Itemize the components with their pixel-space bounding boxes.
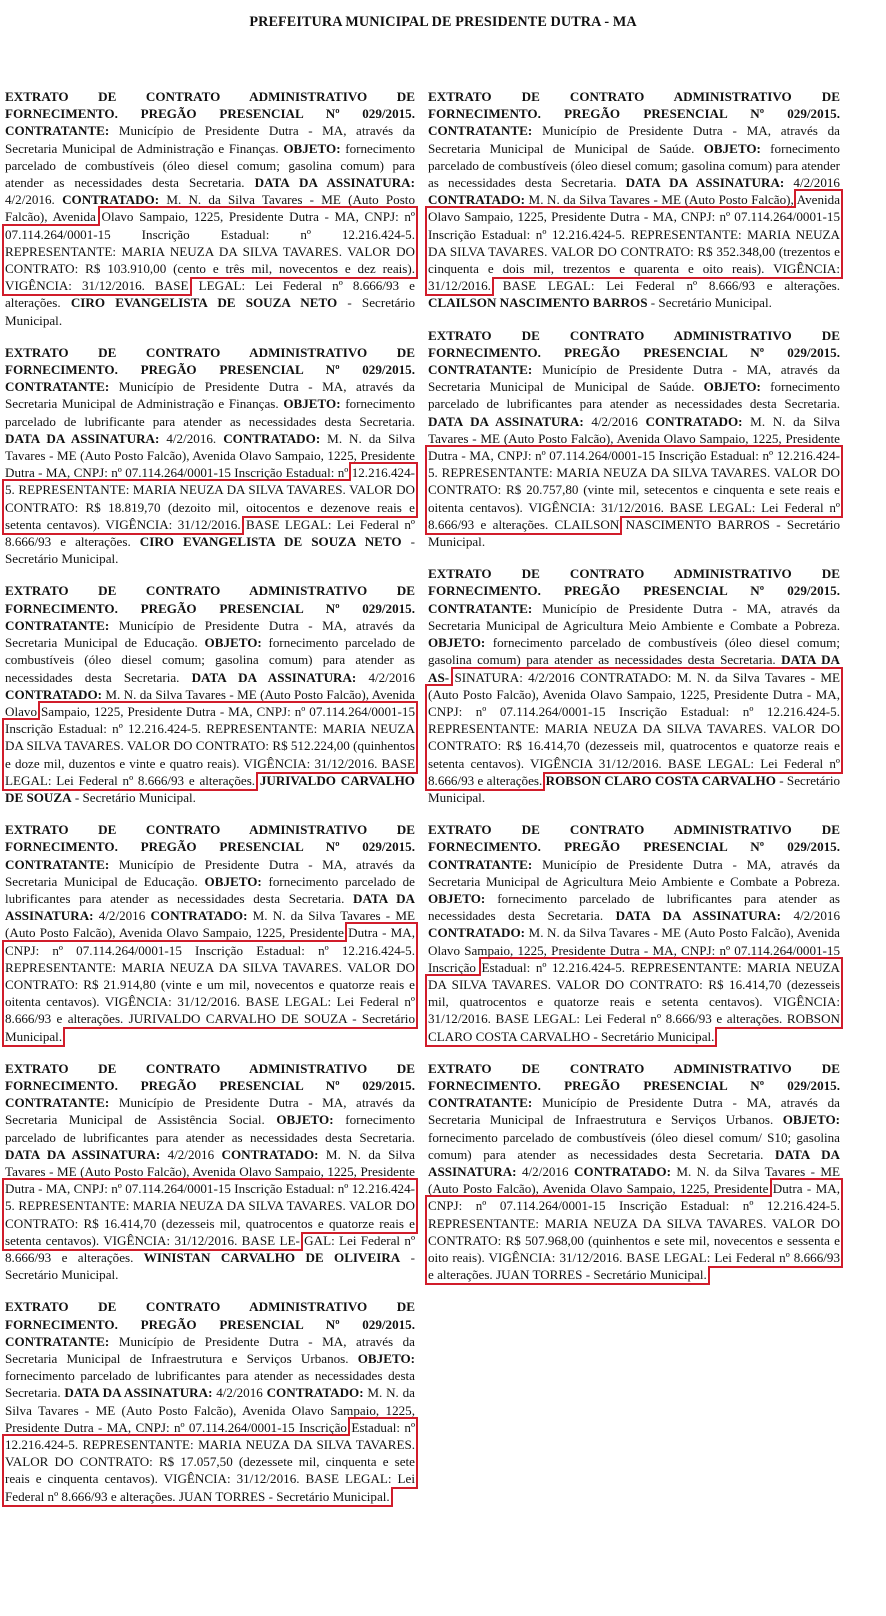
assinatura-label: DATA DA ASSINATURA:	[5, 1146, 161, 1162]
contratado-label: CONTRATADO:	[150, 908, 248, 924]
objeto-label: OBJETO:	[204, 635, 262, 651]
highlighted-passage: Dutra - MA, CNPJ: nº 07.114.264/0001-15 Inscrição Estadual: nº 12.216.424-5. REPRESENTANTE: MARIA NEUZA DA SILVA TAVARES. VALOR DO CONTRATO: R$ 16.414,70 (dezesseis mil, quatrocentos e quatorze reais e setenta centavos). VIGÊNCIA: 31/12/2016. BASE LE-	[5, 1181, 415, 1248]
contratado-text: M. N. da Silva Tavares - ME (Auto Posto Falcão), Avenida Olavo Sampaio, 1225, Presidente	[5, 1146, 415, 1179]
contratante-label: CONTRATANTE:	[5, 379, 110, 395]
signer-role: - Secretário Municipal.	[5, 295, 415, 328]
objeto-label: OBJETO:	[428, 635, 486, 651]
contratante-label: CONTRATANTE:	[5, 1095, 110, 1111]
contratante-label: CONTRATANTE:	[428, 600, 533, 616]
contratante-label: CONTRATANTE:	[428, 856, 533, 872]
highlighted-passage: Dutra - MA, CNPJ: nº 07.114.264/0001-15 Inscrição Estadual: nº 12.216.424-5. REPRESENTANTE: MARIA NEUZA DA SILVA TAVARES. VALOR DO CONTRATO: R$ 20.757,80 (vinte mil, setecentos e cinquenta e sete reais e oitenta centavos). VIGÊNCIA: 31/12/2016. BASE LEGAL: Lei Federal nº 8.666/93 e alterações. CLAILSON	[428, 448, 840, 532]
contratante-text: Município de Presidente Dutra - MA, através da Secretaria Municipal de Infraestrutura e Serviços Urbanos.	[428, 1095, 840, 1128]
assinatura-label: DATA DA ASSINATURA:	[625, 175, 785, 191]
contratante-label: CONTRATANTE:	[428, 362, 533, 378]
signer-role: - Secretário Municipal.	[5, 534, 415, 567]
objeto-label: OBJETO:	[283, 396, 341, 412]
contratado-text: M. N. da Silva Tavares - ME (Auto Posto Falcão), Avenida Olavo Sampaio, 1225, Presidente	[428, 413, 840, 446]
highlighted-passage: Avenida Olavo Sampaio, 1225, Presidente Dutra - MA, CNPJ: nº 07.114.264/0001-15 Inscrição Estadual: nº 12.216.424-5. REPRESENTANTE: MARIA NEUZA DA SILVA TAVARES. VALOR DO CONTRATO: R$ 352.348,00 (trezentos e cinquenta e dois mil, trezentos e quarenta e oito reais). VIGÊNCIA: 31/12/2016.	[428, 192, 841, 294]
objeto-label: OBJETO:	[703, 140, 761, 156]
assinatura-label: DATA DA ASSINATURA:	[254, 175, 415, 191]
objeto-label: OBJETO:	[782, 1112, 840, 1128]
assinatura-date: 4/2/2016.	[166, 430, 217, 446]
base-legal-text: NASCIMENTO BARROS - Secretário Municipal.	[428, 516, 840, 550]
contratado-text: M. N. da Silva Tavares - ME (Auto Posto Falcão), Avenida Olavo Sampaio, 1225, Presidente	[428, 1163, 841, 1197]
contratado-text: M. N. da Silva Tavares - ME (Auto Posto Falcão), Avenida	[5, 192, 415, 225]
assinatura-label: DATA DA ASSINATURA:	[428, 1146, 840, 1179]
contratado-text: M. N. da Silva Tavares - ME (Auto Posto Falcão), Avenida Olavo Sampaio, 1225, Presidente Dutra - MA, CNPJ: nº 07.114.264/0001-15 Inscrição	[428, 925, 840, 975]
contratante-label: CONTRATANTE:	[5, 617, 110, 633]
contratado-label: CONTRATADO:	[221, 1146, 319, 1162]
contratante-label: CONTRATANTE:	[5, 856, 110, 872]
contratado-label: CONTRATADO:	[62, 192, 160, 208]
extract-title: EXTRATO DE CONTRATO ADMINISTRATIVO DE FORNECIMENTO. PREGÃO PRESENCIAL Nº 029/2015.	[5, 1060, 415, 1093]
contratante-label: CONTRATANTE:	[428, 123, 533, 139]
signer-name: CIRO EVANGELISTA DE SOUZA NETO	[70, 295, 338, 311]
contratado-text: M. N. da Silva Tavares - ME (Auto Posto Falcão), Avenida Olavo Sampaio, 1225, Presidente Dutra - MA, CNPJ: nº 07.114.264/0001-15 Inscrição Estadual: nº	[5, 430, 416, 481]
assinatura-date: 4/2/2016	[793, 175, 840, 191]
objeto-text: fornecimento parcelado de lubrificantes para atender as necessidades desta Secretaria.	[5, 1112, 416, 1145]
assinatura-label: DATA DA AS-	[428, 652, 840, 685]
page-title: PREFEITURA MUNICIPAL DE PRESIDENTE DUTRA - MA	[249, 14, 637, 30]
signer-name: JURIVALDO CARVALHO DE SOUZA	[5, 772, 415, 805]
contract-extract	[5, 1060, 415, 1284]
signer-role: - Secretário Municipal.	[5, 1250, 415, 1283]
contract-extract	[428, 88, 840, 312]
extract-title: EXTRATO DE CONTRATO ADMINISTRATIVO DE FORNECIMENTO. PREGÃO PRESENCIAL Nº 029/2015.	[428, 89, 840, 122]
objeto-text: fornecimento parcelado de combustíveis (óleo diesel comum/ S10; gasolina comum) para atender as necessidades desta Secretaria.	[428, 1129, 840, 1162]
base-legal-text: GAL: Lei Federal nº 8.666/93 e alterações.	[5, 1232, 416, 1265]
contract-extract	[5, 88, 415, 329]
assinatura-date: 4/2/2016	[521, 1163, 569, 1179]
contratado-label: CONTRATADO:	[645, 413, 743, 429]
contratante-text: Município de Presidente Dutra - MA, através da Secretaria Municipal de Administração e Finanças.	[5, 123, 415, 156]
contratante-text: Município de Presidente Dutra - MA, através da Secretaria Municipal de Agricultura Meio Ambiente e Combate a Pobreza.	[428, 856, 840, 889]
right-column	[428, 88, 840, 1298]
objeto-text: fornecimento parcelado de combustíveis (óleo diesel comum; gasolina comum) para atender as necessidades desta Secretaria.	[5, 140, 416, 191]
highlighted-passage: Olavo Sampaio, 1225, Presidente Dutra - MA, CNPJ: nº 07.114.264/0001-15 Inscrição Estadual: nº 12.216.424-5. REPRESENTANTE: MARIA NEUZA DA SILVA TAVARES. VALOR DO CONTRATO: R$ 103.910,00 (cento e três mil, novecentos e dez reais). VIGÊNCIA: 31/12/2016. BASE	[5, 209, 415, 294]
objeto-label: OBJETO:	[428, 890, 486, 906]
contratado-text: M. N. da Silva Tavares - ME (Auto Posto Falcão), Avenida Olavo Sampaio, 1225, Presidente	[5, 908, 415, 941]
assinatura-label: DATA DA ASSINATURA:	[64, 1385, 213, 1401]
highlighted-passage: Estadual: nº 12.216.424-5. REPRESENTANTE: MARIA NEUZA DA SILVA TAVARES. VALOR DO CONTRATO: R$ 16.414,70 (dezesseis mil, quatrocentos e quatorze reais e setenta centavos). VIGÊNCIA: 31/12/2016. BASE LEGAL: Lei Federal nº 8.666/93 e alterações. ROBSON CLARO COSTA CARVALHO - Secretário Municipal.	[428, 959, 840, 1044]
assinatura-label: DATA DA ASSINATURA:	[5, 430, 160, 446]
base-legal-text: BASE LEGAL: Lei Federal nº 8.666/93 e alterações.	[502, 278, 840, 294]
signer-role: - Secretário Municipal.	[74, 789, 196, 805]
contract-extract	[5, 582, 415, 806]
contract-extract	[428, 565, 840, 806]
contratado-label: CONTRATADO:	[573, 1163, 671, 1179]
objeto-text: fornecimento parcelado de lubrificantes para atender as necessidades desta Secretaria.	[428, 890, 840, 924]
contratante-text: Município de Presidente Dutra - MA, através da Secretaria Municipal de Municipal de Saúde.	[428, 362, 840, 395]
assinatura-label: DATA DA ASSINATURA:	[615, 908, 781, 924]
assinatura-date: 4/2/2016	[167, 1146, 215, 1162]
base-legal-text: LEGAL: Lei Federal nº 8.666/93 e alterações.	[5, 278, 415, 311]
contract-extract	[428, 327, 840, 551]
signer-name: CLAILSON NASCIMENTO BARROS	[428, 295, 648, 311]
contract-extract	[428, 1060, 840, 1284]
contract-extract	[428, 821, 840, 1045]
extract-title: EXTRATO DE CONTRATO ADMINISTRATIVO DE FORNECIMENTO. PREGÃO PRESENCIAL Nº 029/2015.	[5, 822, 415, 855]
highlighted-passage: SINATURA: 4/2/2016 CONTRATADO: M. N. da Silva Tavares - ME (Auto Posto Falcão), Avenida Olavo Sampaio, 1225, Presidente Dutra - MA, CNPJ: nº 07.114.264/0001-15 Inscrição Estadual: nº 12.216.424-5. REPRESENTANTE: MARIA NEUZA DA SILVA TAVARES. VALOR DO CONTRATO: R$ 16.414,70 (dezesseis mil, quatrocentos e quatorze reais e setenta centavos). VIGÊNCIA 31/12/2016. BASE LEGAL: Lei Federal nº 8.666/93 e alterações.	[428, 669, 840, 788]
contract-extract	[5, 344, 415, 568]
objeto-label: OBJETO:	[283, 140, 341, 156]
assinatura-date: 4/2/2016.	[5, 192, 55, 208]
contratado-label: CONTRATADO:	[428, 925, 525, 941]
objeto-text: fornecimento parcelado de lubrificantes para atender as necessidades desta Secretaria.	[428, 379, 840, 412]
extract-title: EXTRATO DE CONTRATO ADMINISTRATIVO DE FORNECIMENTO. PREGÃO PRESENCIAL Nº 029/2015.	[428, 822, 840, 855]
contratante-text: Município de Presidente Dutra - MA, através da Secretaria Municipal de Educação.	[5, 856, 415, 889]
highlighted-passage: 12.216.424-5. REPRESENTANTE: MARIA NEUZA DA SILVA TAVARES. VALOR DO CONTRATO: R$ 18.819,70 (dezoito mil, oitocentos e dezenove reais e setenta centavos). VIGÊNCIA: 31/12/2016.	[5, 465, 415, 532]
objeto-text: fornecimento parcelado de combustíveis (óleo diesel comum; gasolina comum) para atender as necessidades desta Secretaria.	[428, 635, 840, 668]
objeto-label: OBJETO:	[204, 873, 262, 889]
contratante-label: CONTRATANTE:	[5, 123, 110, 139]
highlighted-passage: Sampaio, 1225, Presidente Dutra - MA, CNPJ: nº 07.114.264/0001-15 Inscrição Estadual: nº 12.216.424-5. REPRESENTANTE: MARIA NEUZA DA SILVA TAVARES. VALOR DO CONTRATO: R$ 512.224,00 (quinhentos e doze mil, duzentos e vinte e quatro reais). VIGÊNCIA: 31/12/2016. BASE LEGAL: Lei Federal nº 8.666/93 e alterações.	[5, 703, 415, 788]
contratado-label: CONTRATADO:	[223, 430, 321, 446]
contratante-text: Município de Presidente Dutra - MA, através da Secretaria Municipal de Municipal de Saúde.	[428, 123, 840, 156]
contract-extract	[5, 821, 415, 1045]
highlighted-passage: Dutra - MA, CNPJ: nº 07.114.264/0001-15 Inscrição Estadual: nº 12.216.424-5. REPRESENTANTE: MARIA NEUZA DA SILVA TAVARES. VALOR DO CONTRATO: R$ 21.914,80 (vinte e um mil, novecentos e quatorze reais e oitenta centavos). VIGÊNCIA: 31/12/2016. BASE LEGAL: Lei Federal nº 8.666/93 e alterações. JURIVALDO CARVALHO DE SOUZA - Secretário Municipal.	[5, 925, 415, 1044]
objeto-text: fornecimento parcelado de combustíveis (óleo diesel comum; gasolina comum) para atender as necessidades desta Secretaria.	[5, 635, 415, 685]
contratante-text: Município de Presidente Dutra - MA, através da Secretaria Municipal de Agricultura Meio Ambiente e Combate a Pobreza.	[428, 600, 840, 633]
assinatura-label: DATA DA ASSINATURA:	[191, 669, 357, 685]
highlighted-passage: Dutra - MA, CNPJ: nº 07.114.264/0001-15 Inscrição Estadual: nº 12.216.424-5. REPRESENTANTE: MARIA NEUZA DA SILVA TAVARES. VALOR DO CONTRATO: R$ 507.968,00 (quinhentos e sete mil, novecentos e sessenta e oito reais). VIGÊNCIA: 31/12/2016. BASE LEGAL: Lei Federal nº 8.666/93 e alterações. JUAN TORRES - Secretário Municipal.	[428, 1181, 841, 1283]
contratado-text: M. N. da Silva Tavares - ME (Auto Posto Falcão),	[528, 192, 794, 208]
base-legal-text: BASE LEGAL: Lei Federal nº 8.666/93 e alterações.	[5, 516, 415, 550]
contratante-text: Município de Presidente Dutra - MA, através da Secretaria Municipal de Administração e Finanças.	[5, 379, 415, 412]
signer-name: CIRO EVANGELISTA DE SOUZA NETO	[139, 534, 402, 550]
objeto-text: fornecimento parcelado de lubrificante para atender as necessidades desta Secretaria.	[5, 396, 416, 429]
assinatura-date: 4/2/2016	[793, 908, 840, 924]
contratante-label: CONTRATANTE:	[5, 1333, 110, 1349]
contract-extract	[5, 1298, 415, 1504]
contratante-label: CONTRATANTE:	[428, 1095, 533, 1111]
contratado-label: CONTRATADO:	[266, 1385, 364, 1401]
signer-role: - Secretário Municipal.	[428, 772, 841, 805]
objeto-text: fornecimento parcelado de combustíveis (óleo diesel comum; gasolina comum) para atender as necessidades desta Secretaria.	[428, 140, 840, 191]
contratado-label: CONTRATADO:	[428, 192, 525, 208]
extract-title: EXTRATO DE CONTRATO ADMINISTRATIVO DE FORNECIMENTO. PREGÃO PRESENCIAL Nº 029/2015.	[5, 344, 415, 378]
assinatura-date: 4/2/2016	[368, 669, 416, 685]
extract-title: EXTRATO DE CONTRATO ADMINISTRATIVO DE FORNECIMENTO. PREGÃO PRESENCIAL Nº 029/2015.	[428, 566, 840, 599]
contratante-text: Município de Presidente Dutra - MA, através da Secretaria Municipal de Educação.	[5, 617, 415, 651]
contratado-text: M. N. da Silva Tavares - ME (Auto Posto Falcão), Avenida Olavo	[5, 686, 415, 719]
contratado-label: CONTRATADO:	[5, 686, 102, 702]
assinatura-date: 4/2/2016	[98, 908, 146, 924]
objeto-label: OBJETO:	[357, 1351, 415, 1367]
signer-name: ROBSON CLARO COSTA CARVALHO	[545, 772, 776, 788]
assinatura-date: 4/2/2016	[591, 413, 638, 429]
objeto-label: OBJETO:	[276, 1112, 334, 1128]
extract-title: EXTRATO DE CONTRATO ADMINISTRATIVO DE FORNECIMENTO. PREGÃO PRESENCIAL Nº 029/2015.	[5, 1299, 415, 1332]
signer-name: WINISTAN CARVALHO DE OLIVEIRA	[143, 1250, 401, 1265]
contratante-text: Município de Presidente Dutra - MA, através da Secretaria Municipal de Assistência Social.	[5, 1095, 415, 1128]
left-column	[5, 88, 415, 1520]
assinatura-date: 4/2/2016	[216, 1385, 263, 1401]
objeto-text: fornecimento parcelado de lubrificantes para atender as necessidades desta Secretaria.	[5, 1368, 415, 1401]
assinatura-label: DATA DA ASSINATURA:	[428, 413, 584, 429]
contratante-text: Município de Presidente Dutra - MA, através da Secretaria Municipal de Infraestrutura e Serviços Urbanos.	[5, 1333, 415, 1367]
signer-role: - Secretário Municipal.	[650, 295, 772, 311]
objeto-label: OBJETO:	[703, 379, 761, 395]
extract-title: EXTRATO DE CONTRATO ADMINISTRATIVO DE FORNECIMENTO. PREGÃO PRESENCIAL Nº 029/2015.	[428, 327, 840, 360]
highlighted-passage: Estadual: nº 12.216.424-5. REPRESENTANTE: MARIA NEUZA DA SILVA TAVARES. VALOR DO CONTRATO: R$ 17.057,50 (dezessete mil, cinquenta e sete reais e cinquenta centavos). VIGÊNCIA: 31/12/2016. BASE LEGAL: Lei Federal nº 8.666/93 e alterações. JUAN TORRES - Secretário Municipal.	[5, 1419, 415, 1504]
objeto-text: fornecimento parcelado de lubrificantes para atender as necessidades desta Secretaria.	[5, 873, 415, 906]
contratado-text: M. N. da Silva Tavares - ME (Auto Posto Falcão), Avenida Olavo Sampaio, 1225, Presidente Dutra - MA, CNPJ: nº 07.114.264/0001-15 Inscrição	[5, 1385, 415, 1435]
assinatura-label: DATA DA ASSINATURA:	[5, 890, 415, 924]
extract-title: EXTRATO DE CONTRATO ADMINISTRATIVO DE FORNECIMENTO. PREGÃO PRESENCIAL Nº 029/2015.	[5, 583, 415, 616]
extract-title: EXTRATO DE CONTRATO ADMINISTRATIVO DE FORNECIMENTO. PREGÃO PRESENCIAL Nº 029/2015.	[5, 89, 415, 122]
extract-title: EXTRATO DE CONTRATO ADMINISTRATIVO DE FORNECIMENTO. PREGÃO PRESENCIAL Nº 029/2015.	[428, 1060, 840, 1093]
